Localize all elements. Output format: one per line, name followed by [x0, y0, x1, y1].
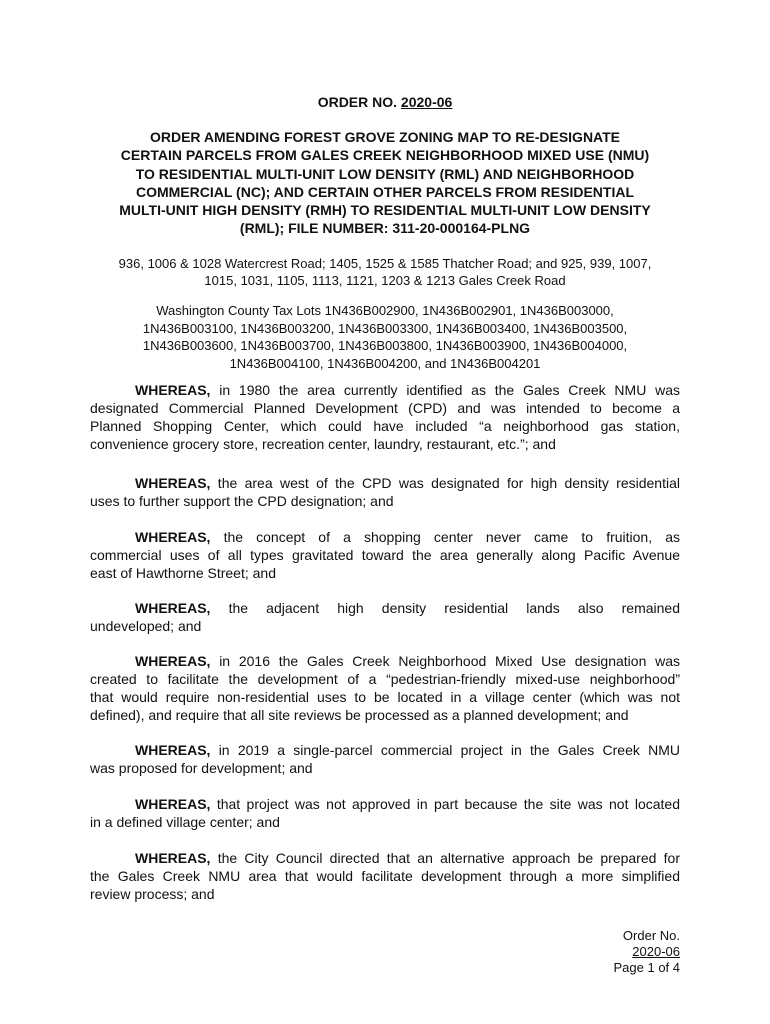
- tax-lot-line: 1N436B003600, 1N436B003700, 1N436B003800, 1N436B003900, 1N436B004000,: [142, 338, 628, 353]
- whereas-label: WHEREAS,: [135, 475, 211, 491]
- footer-order-number: Order No. 2020-06: [622, 928, 680, 959]
- whereas-label: WHEREAS,: [135, 742, 211, 758]
- whereas-paragraph: WHEREAS, in 1980 the area currently identified as the Gales Creek NMU was designated Commercial Planned Development (CPD) and was intended to become a Planned Shopping Center, which could have included “a neighborhood gas station, convenience grocery store, recreation center, laundry, restaurant, etc.”; and: [90, 382, 680, 452]
- whereas-paragraph: WHEREAS, the adjacent high density residential lands also remained undeveloped; and: [90, 600, 680, 634]
- heading-line: MULTI-UNIT HIGH DENSITY (RMH) TO RESIDENTIAL MULTI-UNIT LOW DENSITY: [119, 202, 651, 219]
- tax-lot-line: 1N436B003100, 1N436B003200, 1N436B003300, 1N436B003400, 1N436B003500,: [142, 320, 628, 336]
- whereas-label: WHEREAS,: [135, 529, 211, 545]
- address-line: 1015, 1031, 1105, 1113, 1121, 1203 & 1213 Gales Creek Road: [204, 273, 566, 288]
- heading-line: CERTAIN PARCELS FROM GALES CREEK NEIGHBORHOOD MIXED USE (NMU): [120, 147, 650, 164]
- whereas-paragraph: WHEREAS, the concept of a shopping center never came to fruition, as commercial uses of all types gravitated toward the area generally along Pacific Avenue east of Hawthorne Street; and: [90, 529, 680, 581]
- whereas-paragraph: WHEREAS, the area west of the CPD was designated for high density residential uses to further support the CPD designation; and: [90, 475, 680, 509]
- heading-line: TO RESIDENTIAL MULTI-UNIT LOW DENSITY (RML) AND NEIGHBORHOOD: [135, 165, 635, 182]
- page-footer: [614, 928, 681, 976]
- heading-line: ORDER AMENDING FOREST GROVE ZONING MAP TO RE-DESIGNATE: [149, 129, 621, 145]
- tax-lot-line: Washington County Tax Lots 1N436B002900, 1N436B002901, 1N436B003000,: [156, 303, 614, 318]
- whereas-label: WHEREAS,: [135, 850, 211, 866]
- tax-lots: [90, 302, 680, 372]
- order-heading: [90, 128, 680, 238]
- order-title: [90, 94, 680, 111]
- whereas-paragraph: WHEREAS, in 2019 a single-parcel commercial project in the Gales Creek NMU was proposed for development; and: [90, 742, 680, 776]
- page-number: Page 1 of 4: [613, 960, 680, 975]
- whereas-paragraph: WHEREAS, the City Council directed that an alternative approach be prepared for the Gales Creek NMU area that would facilitate development through a more simplified review process; and: [90, 850, 680, 902]
- tax-lot-line: 1N436B004100, 1N436B004200, and 1N436B004201: [229, 355, 541, 371]
- whereas-paragraph: WHEREAS, that project was not approved in part because the site was not located in a defined village center; and: [90, 796, 680, 830]
- order-number: 2020-06: [400, 94, 453, 110]
- heading-line: (RML); FILE NUMBER: 311-20-000164-PLNG: [239, 220, 531, 237]
- whereas-label: WHEREAS,: [135, 382, 211, 398]
- whereas-paragraph: WHEREAS, in 2016 the Gales Creek Neighborhood Mixed Use designation was created to facilitate the development of a “pedestrian-friendly mixed-use neighborhood” that would require non-residential uses to be located in a village center (which was not defined), and require that all site reviews be processed as a planned development; and: [90, 653, 680, 723]
- address-line: 936, 1006 & 1028 Watercrest Road; 1405, 1525 & 1585 Thatcher Road; and 925, 939, 1007,: [118, 256, 652, 271]
- whereas-label: WHEREAS,: [135, 796, 211, 812]
- whereas-label: WHEREAS,: [135, 653, 211, 669]
- whereas-label: WHEREAS,: [135, 600, 211, 616]
- order-prefix: ORDER NO.: [317, 94, 401, 110]
- property-addresses: [90, 255, 680, 289]
- heading-line: COMMERCIAL (NC); AND CERTAIN OTHER PARCELS FROM RESIDENTIAL: [135, 183, 635, 200]
